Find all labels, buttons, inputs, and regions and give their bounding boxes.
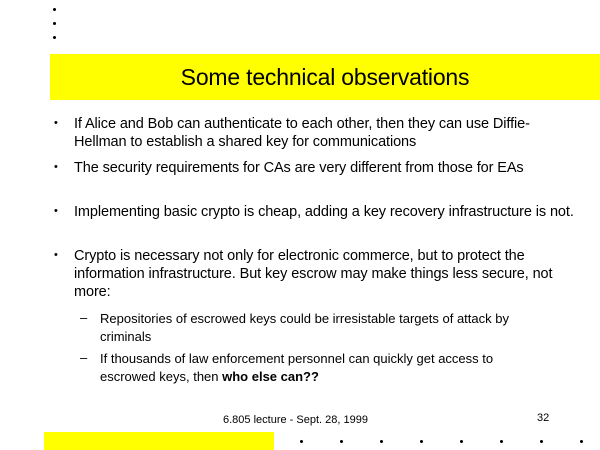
- sub-bullet-text: Repositories of escrowed keys could be irresistable targets of attack by criminals: [100, 311, 509, 344]
- sub-bullet-text: If thousands of law enforcement personnel can quickly get access to escrowed keys, then: [100, 351, 494, 384]
- slide-footer: 6.805 lecture - Sept. 28, 1999: [223, 414, 368, 426]
- decor-dot: [500, 440, 503, 443]
- decor-dot: [540, 440, 543, 443]
- decor-dot: [53, 22, 56, 25]
- sub-bullet-item: [100, 350, 550, 386]
- slide-title: Some technical observations: [180, 64, 470, 90]
- bullet-icon: •: [54, 117, 58, 129]
- decor-dot: [53, 36, 56, 39]
- title-band: [50, 54, 600, 100]
- sub-bullet-emphasis: who else can??: [222, 369, 319, 384]
- sub-bullet-dash: –: [80, 350, 88, 365]
- bullet-icon: •: [54, 161, 58, 173]
- decor-dot: [460, 440, 463, 443]
- decor-dot: [53, 8, 56, 11]
- bullet-item: The security requirements for CAs are very different from those for EAs: [74, 160, 524, 176]
- page-number: 32: [537, 412, 550, 424]
- sub-bullet-dash: –: [80, 310, 88, 325]
- bullet-icon: •: [54, 249, 58, 261]
- bullet-item: Crypto is necessary not only for electronic commerce, but to protect the information infrastructure. But key escrow may make things less secure, not more:: [74, 248, 553, 300]
- bottom-band: [44, 432, 274, 450]
- bullet-item: If Alice and Bob can authenticate to each other, then they can use Diffie-Hellman to establish a shared key for communications: [74, 116, 530, 150]
- decor-dot: [580, 440, 583, 443]
- bullet-icon: •: [54, 205, 58, 217]
- decor-dot: [340, 440, 343, 443]
- bullet-item: Implementing basic crypto is cheap, adding a key recovery infrastructure is not.: [74, 204, 574, 220]
- sub-bullet-item: [100, 310, 550, 346]
- decor-dot: [380, 440, 383, 443]
- decor-dot: [420, 440, 423, 443]
- decor-dot: [300, 440, 303, 443]
